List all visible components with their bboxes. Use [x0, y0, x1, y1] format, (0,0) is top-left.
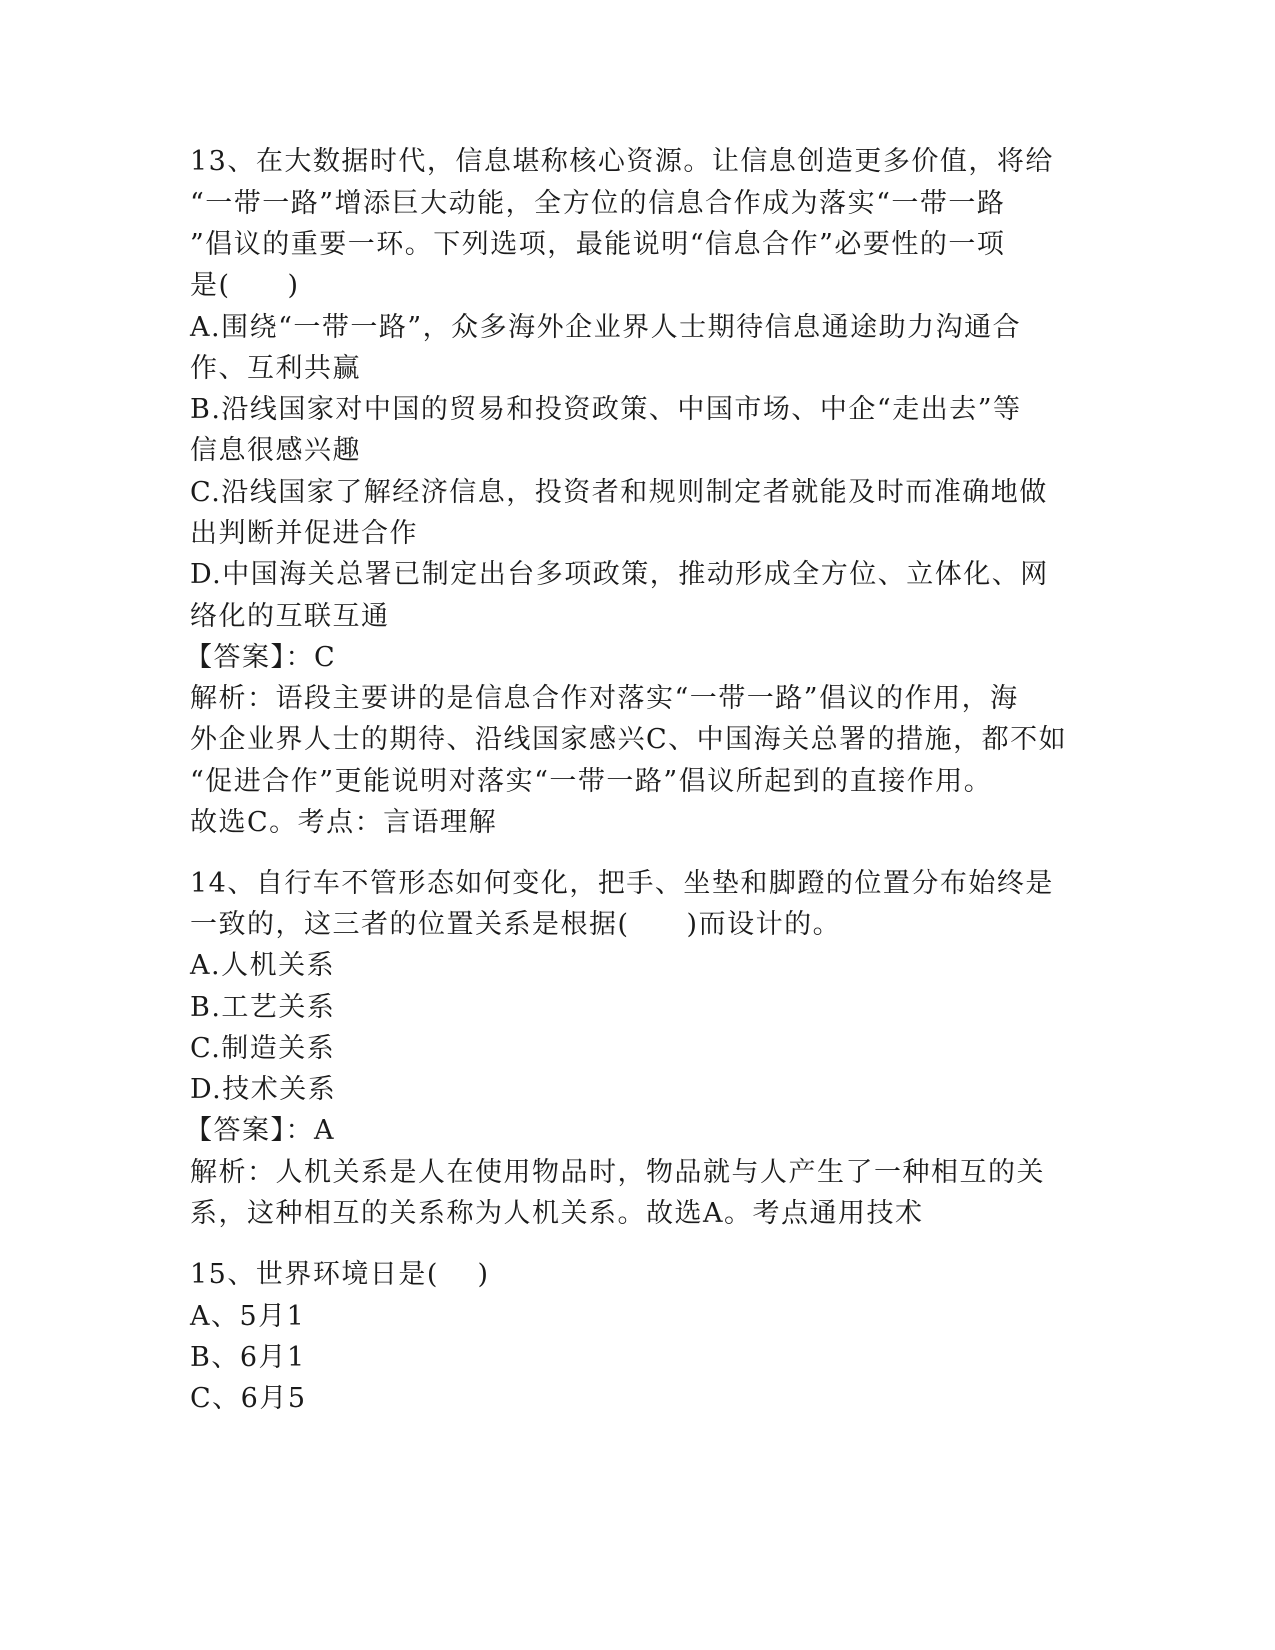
question-13-option-a-line-1: A.围绕“一带一路”，众多海外企业界人士期待信息通途助力沟通合: [190, 312, 1022, 343]
question-13-analysis-line-1: 解析：语段主要讲的是信息合作对落实“一带一路”倡议的作用，海: [190, 683, 1019, 714]
question-13-answer: 【答案】：C: [185, 642, 337, 673]
question-14-option-b: B.工艺关系: [190, 992, 336, 1023]
question-15-option-a: A、5月1: [190, 1301, 306, 1332]
question-13-analysis-line-4: 故选C。考点：言语理解: [190, 807, 498, 838]
question-14-stem-line-2: 一致的，这三者的位置关系是根据( )而设计的。: [190, 909, 842, 940]
question-15-option-c: C、6月5: [190, 1383, 307, 1414]
question-14-analysis-line-1: 解析：人机关系是人在使用物品时，物品就与人产生了一种相互的关: [190, 1157, 1045, 1188]
question-13-option-b-line-2: 信息很感兴趣: [190, 435, 361, 466]
question-15-stem: 15、世界环境日是( ): [190, 1259, 490, 1290]
question-14-option-c: C.制造关系: [190, 1033, 336, 1064]
question-13-stem-line-3: ”倡议的重要一环。下列选项，最能说明“信息合作”必要性的一项: [190, 229, 1006, 260]
question-14-option-a: A.人机关系: [190, 950, 336, 981]
question-13-analysis-line-2: 外企业界人士的期待、沿线国家感兴C、中国海关总署的措施，都不如: [190, 724, 1068, 755]
question-13-option-c-line-2: 出判断并促进合作: [190, 518, 418, 549]
question-14-analysis-line-2: 系，这种相互的关系称为人机关系。故选A。考点通用技术: [190, 1198, 924, 1229]
question-13-stem-line-2: “一带一路”增添巨大动能，全方位的信息合作成为落实“一带一路: [190, 188, 1006, 219]
question-13-option-d-line-2: 络化的互联互通: [190, 601, 390, 632]
question-14-option-d: D.技术关系: [190, 1074, 337, 1105]
question-13-option-a-line-2: 作、互利共赢: [190, 353, 361, 384]
question-13-stem-line-1: 13、在大数据时代，信息堪称核心资源。让信息创造更多价值，将给: [190, 146, 1054, 177]
question-14-answer: 【答案】：A: [185, 1115, 335, 1146]
question-13-option-d-line-1: D.中国海关总署已制定出台多项政策，推动形成全方位、立体化、网: [190, 559, 1049, 590]
question-13-option-b-line-1: B.沿线国家对中国的贸易和投资政策、中国市场、中企“走出去”等: [190, 394, 1022, 425]
question-14-stem-line-1: 14、自行车不管形态如何变化，把手、坐垫和脚蹬的位置分布始终是: [190, 868, 1054, 899]
question-13-option-c-line-1: C.沿线国家了解经济信息，投资者和规则制定者就能及时而准确地做: [190, 477, 1048, 508]
question-13-analysis-line-3: “促进合作”更能说明对落实“一带一路”倡议所起到的直接作用。: [190, 766, 993, 797]
question-15-option-b: B、6月1: [190, 1342, 306, 1373]
question-13-stem-line-4: 是( ): [190, 270, 300, 301]
